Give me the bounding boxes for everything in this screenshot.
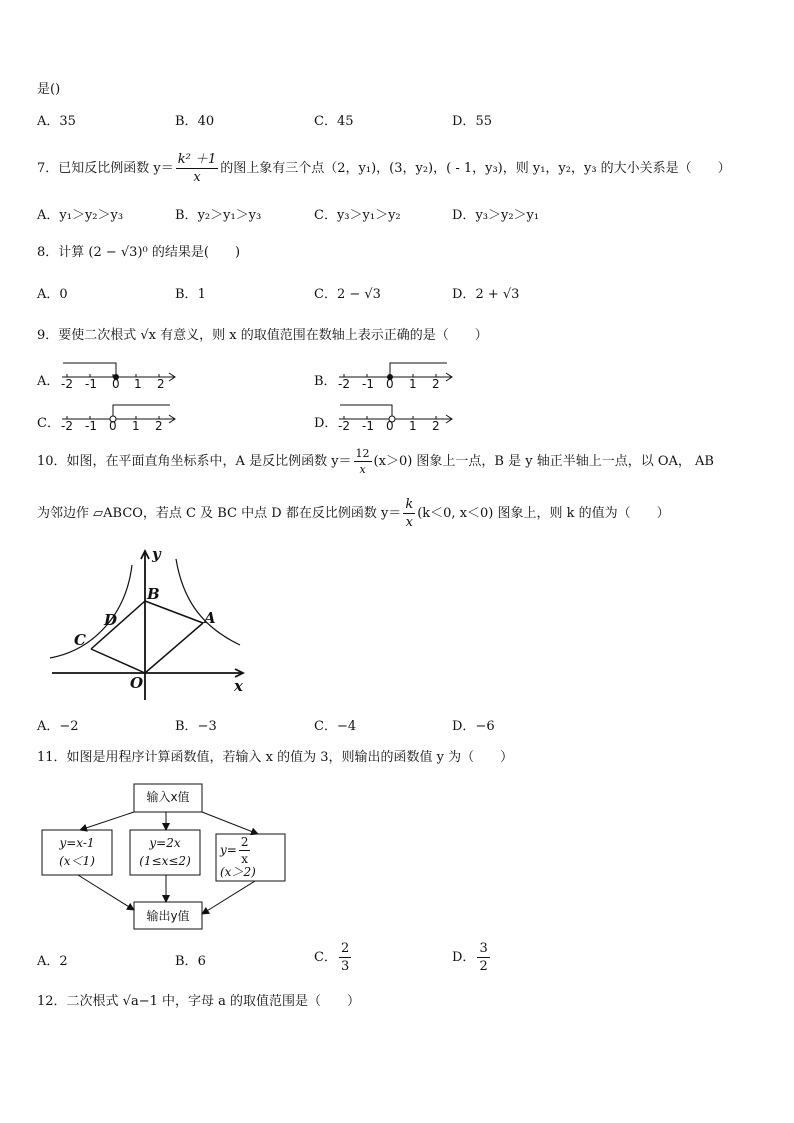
branch-box-3: y= $\frac{2}{x}$ (x＞2) (220, 835, 256, 879)
q10-fraction-kx: $\frac{k}{x}$ (405, 497, 414, 530)
q10-stem-line2: 为邻边作 ▱ABCO，若点 C 及 BC 中点 D 都在反比例函数 y＝ $\frac{k}{x}$ (k＜0, x＜0) 图象上，则 k 的值为（ ） (37, 497, 670, 530)
q10-option-b[interactable]: B．−3 (175, 719, 217, 734)
q7-stem: 7．已知反比例函数 y＝ $\frac{\text{k² ＋1}}{x}$ 的图上象有三个点（2，y₁)，(3，y₂)，( - 1，y₃)，则 y₁，y₂，y₃ 的大小关系是（ ） (37, 152, 731, 185)
point-c-label: C (74, 631, 86, 649)
q8-option-b[interactable]: B．1 (175, 287, 206, 302)
input-box: 输入x值 (146, 790, 190, 804)
q6-options (37, 110, 757, 134)
q9-stem: 9．要使二次根式 √x 有意义，则 x 的取值范围在数轴上表示正确的是（ ） (37, 328, 488, 343)
branch-box-2: y=2x (1≤x≤2) (139, 836, 191, 868)
q7-option-a[interactable]: A．y₁＞y₂＞y₃ (37, 208, 124, 223)
q11-option-d[interactable]: D． $\frac{3}{2}$ (452, 941, 488, 974)
q9-option-d[interactable]: D． -2 -1 0 1 2 (314, 400, 464, 430)
y-axis-label: y (152, 545, 161, 563)
q10-fraction-12x: $\frac{12}{x}$ (355, 447, 370, 476)
point-b-label: B (147, 585, 160, 603)
q11-option-c[interactable]: C． $\frac{2}{3}$ (314, 941, 350, 974)
q12-stem: 12．二次根式 √a−1 中，字母 a 的取值范围是（ ） (37, 994, 361, 1009)
q9-option-a[interactable]: A． -2 -1 0 1 2 (37, 358, 187, 388)
q11-option-a[interactable]: A．2 (37, 954, 68, 969)
q11-option-b[interactable]: B．6 (175, 954, 206, 969)
q6-option-a[interactable]: A．35 (37, 114, 76, 129)
q8-option-a[interactable]: A．0 (37, 287, 68, 302)
q7-options (37, 204, 757, 228)
q10-options (37, 715, 757, 739)
q7-option-c[interactable]: C．y₃＞y₁＞y₂ (314, 208, 401, 223)
q10-option-c[interactable]: C．−4 (314, 719, 357, 734)
x-axis-label: x (234, 677, 243, 695)
q10-option-d[interactable]: D．−6 (452, 719, 495, 734)
q7-option-d[interactable]: D．y₃＞y₂＞y₁ (452, 208, 540, 223)
q10-stem-line1: 10．如图，在平面直角坐标系中，A 是反比例函数 y＝ $\frac{12}{x}$ (x＞0) 图象上一点，B 是 y 轴正半轴上一点，以 OA， AB (37, 447, 714, 476)
q11-flowchart (40, 782, 290, 932)
q6-option-c[interactable]: C．45 (314, 114, 354, 129)
q8-options (37, 283, 757, 307)
q6-tail: 是() (37, 82, 61, 97)
q11-stem: 11．如图是用程序计算函数值，若输入 x 的值为 3，则输出的函数值 y 为（ ） (37, 750, 514, 765)
q11-options (37, 941, 757, 984)
q6-option-d[interactable]: D．55 (452, 114, 492, 129)
q10-figure (48, 545, 258, 705)
q8-option-c[interactable]: C．2 − √3 (314, 287, 381, 302)
branch-box-1: y=x-1 (x＜1) (59, 836, 95, 868)
q8-stem: 8．计算 (2 − √3)⁰ 的结果是( ) (37, 245, 241, 260)
q7-option-b[interactable]: B．y₂＞y₁＞y₃ (175, 208, 262, 223)
point-d-label: D (104, 611, 118, 629)
q9-option-c[interactable]: C． -2 -1 0 1 2 (37, 400, 187, 430)
q9-option-b[interactable]: B． -2 -1 0 1 2 (314, 358, 464, 388)
point-o-label: O (130, 674, 144, 692)
q7-fraction: $\frac{\text{k² ＋1}}{x}$ (177, 152, 217, 185)
output-box: 输出y值 (146, 909, 190, 923)
coordinate-diagram (48, 545, 258, 705)
q6-option-b[interactable]: B．40 (175, 114, 215, 129)
q8-option-d[interactable]: D．2 + √3 (452, 287, 520, 302)
q10-option-a[interactable]: A．−2 (37, 719, 79, 734)
point-a-label: A (204, 609, 216, 627)
box3-fraction: $\frac{2}{x}$ (240, 835, 249, 866)
